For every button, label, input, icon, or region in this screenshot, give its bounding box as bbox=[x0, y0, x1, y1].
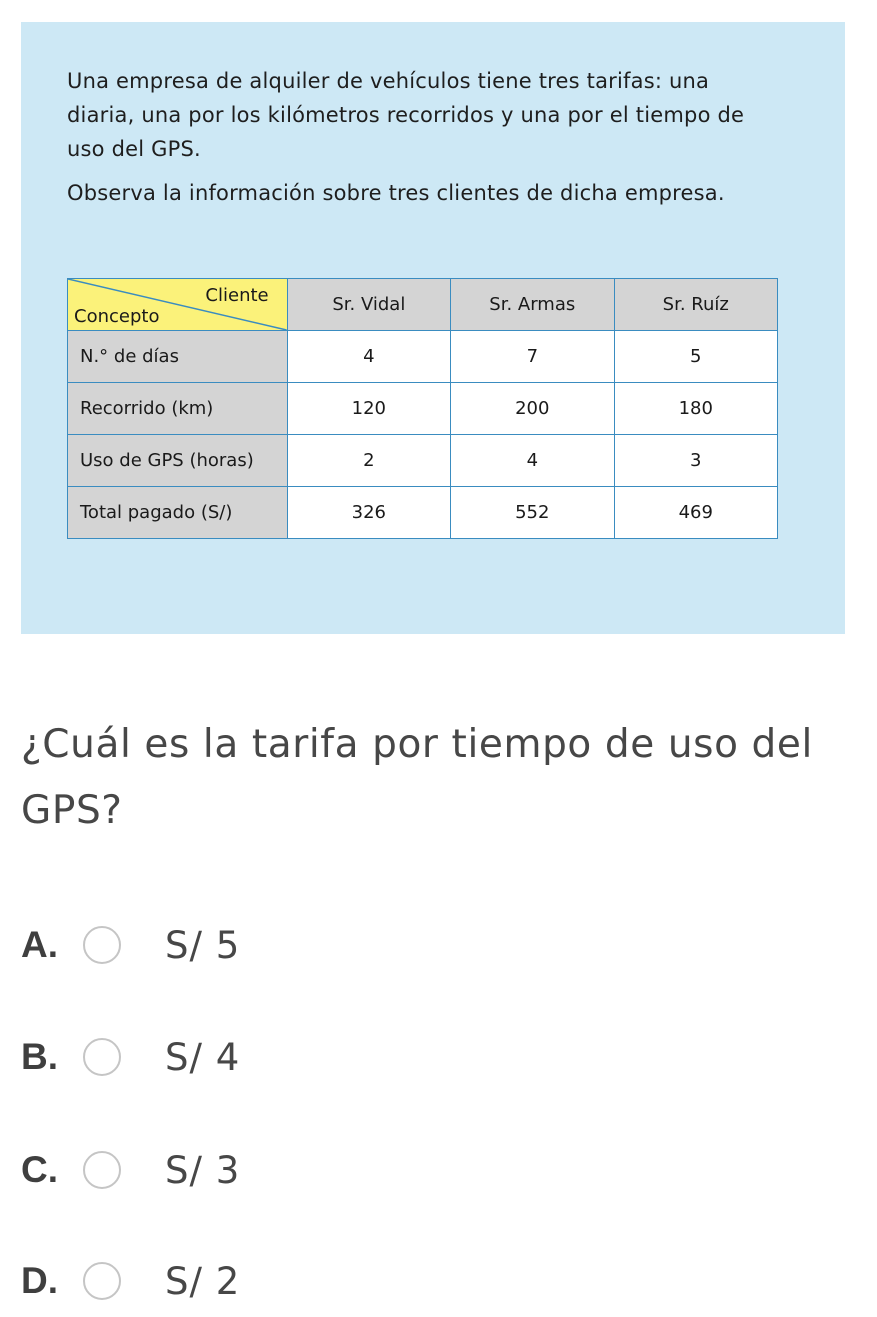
column-header: Sr. Vidal bbox=[287, 279, 450, 331]
radio-button[interactable] bbox=[83, 1151, 121, 1189]
corner-label-cliente: Cliente bbox=[205, 285, 269, 306]
table-cell: 552 bbox=[451, 487, 614, 539]
option-letter: A. bbox=[21, 924, 58, 965]
clients-table bbox=[67, 278, 778, 539]
table-cell: 4 bbox=[451, 435, 614, 487]
option-label[interactable]: S/ 2 bbox=[165, 1259, 241, 1303]
table-cell: 200 bbox=[451, 383, 614, 435]
table-cell: 180 bbox=[614, 383, 777, 435]
option-b[interactable] bbox=[21, 1032, 240, 1082]
table-cell: 7 bbox=[451, 331, 614, 383]
table-cell: 120 bbox=[287, 383, 450, 435]
row-header: N.° de días bbox=[68, 331, 288, 383]
radio-button[interactable] bbox=[83, 1262, 121, 1300]
table-cell: 3 bbox=[614, 435, 777, 487]
table-row bbox=[68, 383, 778, 435]
option-c[interactable] bbox=[21, 1145, 240, 1195]
table-row bbox=[68, 435, 778, 487]
table-cell: 469 bbox=[614, 487, 777, 539]
intro-text bbox=[67, 64, 767, 220]
column-header: Sr. Armas bbox=[451, 279, 614, 331]
table-corner-cell bbox=[68, 279, 288, 331]
table-cell: 326 bbox=[287, 487, 450, 539]
option-label[interactable]: S/ 4 bbox=[165, 1035, 241, 1079]
table-cell: 4 bbox=[287, 331, 450, 383]
row-header: Uso de GPS (horas) bbox=[68, 435, 288, 487]
corner-label-concepto: Concepto bbox=[74, 306, 160, 327]
option-letter: D. bbox=[21, 1260, 58, 1301]
option-letter: B. bbox=[21, 1036, 58, 1077]
intro-paragraph-1: Una empresa de alquiler de vehículos tiene tres tarifas: una diaria, una por los kilómetros recorridos y una por el tiempo de uso del GPS. bbox=[67, 69, 745, 161]
option-a[interactable] bbox=[21, 920, 240, 970]
option-letter: C. bbox=[21, 1149, 58, 1190]
option-label[interactable]: S/ 5 bbox=[165, 923, 241, 967]
row-header: Total pagado (S/) bbox=[68, 487, 288, 539]
table-cell: 2 bbox=[287, 435, 450, 487]
option-d[interactable] bbox=[21, 1256, 240, 1306]
row-header: Recorrido (km) bbox=[68, 383, 288, 435]
column-header: Sr. Ruíz bbox=[614, 279, 777, 331]
table-cell: 5 bbox=[614, 331, 777, 383]
radio-button[interactable] bbox=[83, 1038, 121, 1076]
option-label[interactable]: S/ 3 bbox=[165, 1148, 241, 1192]
intro-paragraph-2: Observa la información sobre tres clientes de dicha empresa. bbox=[67, 181, 725, 205]
table-row bbox=[68, 331, 778, 383]
question-text: ¿Cuál es la tarifa por tiempo de uso del GPS? bbox=[21, 722, 813, 833]
table-header-row bbox=[68, 279, 778, 331]
table-row bbox=[68, 487, 778, 539]
radio-button[interactable] bbox=[83, 926, 121, 964]
